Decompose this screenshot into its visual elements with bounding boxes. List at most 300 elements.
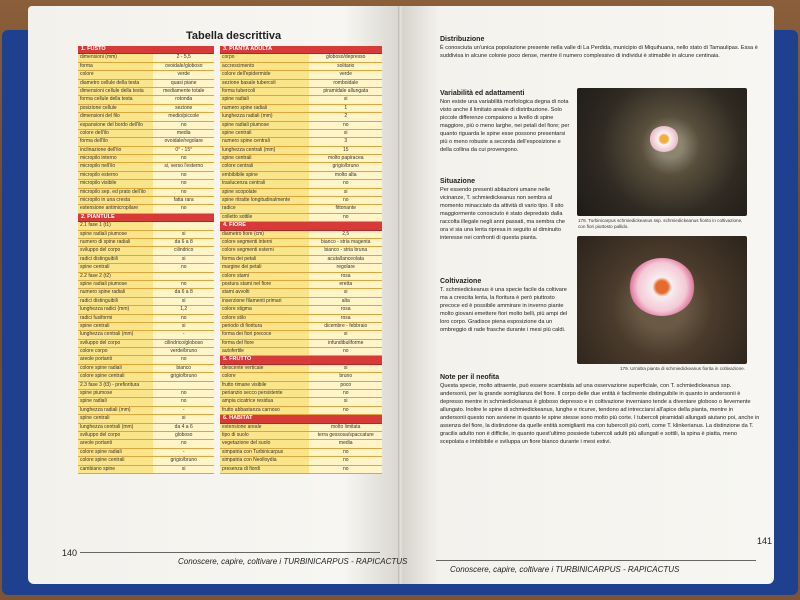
table-row [220,373,382,381]
table-key-cell: inserzione filamenti primari [220,298,309,305]
table-key-cell: lunghezza centrali (mm) [78,424,153,431]
table-value-cell: dicembre - febbraio [309,323,382,330]
table-value-cell: piramidale allungata [309,88,382,95]
table-row [220,113,382,121]
table-value-cell: molto limitata [309,424,382,431]
table-section-header [220,46,382,54]
table-title: Tabella descrittiva [186,30,282,42]
table-row [220,323,382,331]
table-key-cell: embibibile spine [220,172,309,179]
table-row [78,449,214,457]
table-row [220,105,382,113]
table-key-cell: 2.1 fase 1 (t1) [78,222,153,229]
table-row [220,172,382,180]
table-row [220,205,382,213]
table-key-cell: forma del fiore [220,340,309,347]
table-row [78,398,214,406]
table-value-cell: rosa [309,315,382,322]
table-row [220,348,382,356]
descriptive-table-column-a [78,46,214,474]
table-row [220,130,382,138]
table-value-cell: cilindrico/globoso [153,340,214,347]
table-key-cell: lunghezza centrali (mm) [78,331,153,338]
table-row [220,54,382,62]
table-value-cell: si [153,466,214,473]
table-row [78,172,214,180]
table-row [78,373,214,381]
table-row [78,231,214,239]
table-row [78,54,214,62]
table-key-cell: colore spine radiali [78,449,153,456]
table-row [220,382,382,390]
table-key-cell: spine scopolate [220,189,309,196]
table-value-cell: solitario [309,63,382,70]
table-row [78,390,214,398]
table-value-cell: no [309,449,382,456]
table-row [220,96,382,104]
table-row [78,298,214,306]
table-key-cell: colore [78,71,153,78]
table-value-cell: verde [153,71,214,78]
table-key-cell: colore stigma [220,306,309,313]
table-value-cell: alta [309,298,382,305]
right-footer-title: Conoscere, capire, coltivare i TURBINICARPUS - RAPICACTUS [450,565,680,574]
table-key-cell: colore segmenti interni [220,239,309,246]
table-row [220,466,382,474]
table-value-cell: grigio/bruno [153,457,214,464]
table-key-cell: periodo di fioritura [220,323,309,330]
table-row [78,323,214,331]
table-key-cell: numero spine centrali [220,138,309,145]
section-variabilita [440,90,570,154]
table-row [78,80,214,88]
table-key-cell: autofertile [220,348,309,355]
table-value-cell: si [153,323,214,330]
table-key-cell: vegetazione del suolo [220,440,309,447]
table-key-cell: stami avvolti [220,289,309,296]
table-row [220,231,382,239]
table-row [78,466,214,474]
table-key-cell: margine dei petali [220,264,309,271]
table-value-cell: no [153,398,214,405]
table-key-cell: colore spine centrali [78,457,153,464]
table-key-cell: micropilo sep. ed prato dell'ilo [78,189,153,196]
table-value-cell: quasi piane [153,80,214,87]
table-key-cell: postura stami nel fiore [220,281,309,288]
cactus-photo-179 [577,236,747,364]
section-distribuzione [440,36,770,60]
table-row [220,390,382,398]
table-section-header [220,356,382,364]
table-value-cell: no [153,180,214,187]
table-row [78,289,214,297]
table-key-cell: radici distinguibili [78,298,153,305]
table-key-cell: sviluppo del corpo [78,247,153,254]
table-value-cell: 1,2 [153,306,214,313]
table-row [220,432,382,440]
table-row [78,407,214,415]
section-heading: Distribuzione [440,36,485,43]
table-row [78,163,214,171]
descriptive-table-column-b [220,46,382,474]
table-key-cell: colore spine centrali [78,373,153,380]
table-row [78,331,214,339]
table-key-cell: areole portanti [78,356,153,363]
table-row [220,264,382,272]
table-value-cell: no [309,214,382,221]
table-row [220,147,382,155]
table-row [220,424,382,432]
table-key-cell: frutto abbastanza carnoso [220,407,309,414]
table-value-cell: no [153,264,214,271]
table-key-cell: spine radiali piumose [78,281,153,288]
table-row [78,415,214,423]
table-value-cell: bianco - stria bruna [309,247,382,254]
table-key-cell: micropilo visibile [78,180,153,187]
table-value-cell: - [153,407,214,414]
table-row [220,365,382,373]
table-key-cell: forma dei petali [220,256,309,263]
table-value-cell: no [153,390,214,397]
table-value-cell: 15 [309,147,382,154]
table-value-cell: regolare [309,264,382,271]
table-key-cell: colore centrali [220,163,309,170]
table-value-cell: si [309,398,382,405]
table-value-cell: ovoidale/globoso [153,63,214,70]
table-value-cell: terra gessosa/spaccature [309,432,382,439]
table-row [78,247,214,255]
table-value-cell: fatta rara [153,197,214,204]
table-key-cell: numero di spine radiali [78,239,153,246]
table-value-cell: no [309,390,382,397]
table-row [220,281,382,289]
table-row [220,449,382,457]
table-value-cell: no [309,180,382,187]
table-key-cell: micropilo esterno [78,172,153,179]
table-row [78,365,214,373]
table-value-cell: no [309,407,382,414]
table-row [220,315,382,323]
table-section-header [78,214,214,222]
table-value-cell: si [309,96,382,103]
table-key-cell: colore corpo [78,348,153,355]
table-section-label: 1. FUSTO [81,46,106,52]
table-value-cell: sezione [153,105,214,112]
table-value-cell: eretta [309,281,382,288]
table-value-cell: 0° - 15° [153,147,214,154]
table-value-cell: 2,5 [309,231,382,238]
table-value-cell: rosa [309,306,382,313]
table-row [220,289,382,297]
table-row [78,122,214,130]
table-value-cell: da 4 a 6 [153,424,214,431]
table-row [220,80,382,88]
table-key-cell: deiscente verticale [220,365,309,372]
table-value-cell: media [153,130,214,137]
table-row [78,88,214,96]
table-key-cell: areole portanti [78,440,153,447]
table-value-cell: ovoidale/regolare [153,138,214,145]
right-page-number: 141 [757,536,773,546]
left-page-number: 140 [62,548,78,558]
table-row [78,189,214,197]
table-row [78,356,214,364]
table-row [78,440,214,448]
table-value-cell: 1 [309,105,382,112]
table-key-cell: forma dei fiori precoce [220,331,309,338]
table-row [220,457,382,465]
section-heading: Note per il neofita [440,374,500,381]
table-key-cell: dimensioni (mm) [78,54,153,61]
table-row [78,147,214,155]
table-row [220,440,382,448]
table-value-cell: no [309,457,382,464]
table-value-cell: infundibuliforme [309,340,382,347]
table-value-cell: si [153,231,214,238]
table-row [220,306,382,314]
table-key-cell: 2.2 fase 2 (t2) [78,273,153,280]
table-value-cell: da 6 a 8 [153,289,214,296]
table-value-cell: si [153,298,214,305]
table-row [78,424,214,432]
table-value-cell: si [309,365,382,372]
table-key-cell: diametro cellule della testa [78,80,153,87]
table-row [220,189,382,197]
table-value-cell: fittonante [309,205,382,212]
table-value-cell: si, verso l'esterno [153,163,214,170]
table-value-cell: - [153,449,214,456]
table-key-cell: colore [220,373,309,380]
table-row [78,105,214,113]
table-key-cell: forma cellule della testa [78,96,153,103]
table-row [78,382,214,390]
table-key-cell: colore dell'epidermide [220,71,309,78]
table-value-cell: si [309,189,382,196]
table-key-cell: spine centrali [220,130,309,137]
table-key-cell: micropilo in una cresta [78,197,153,204]
table-value-cell [153,222,214,229]
table-key-cell: posizione cellule [78,105,153,112]
table-value-cell: - [153,331,214,338]
table-key-cell: lunghezza radici (mm) [78,306,153,313]
section-body: Per essendo presenti abitazioni umane nelle vicinanze, T. schmiedickeanus non sembra al momento minacciato da attività di vario tipo. Il sito maggiormente conosciuto è stato depredato dalla raccolta illegale negli anni passati, ma sembra che ora vi sia una lenta ripresa in seguito al diminuito interesse nei confronti di questa pianta. [440,187,565,241]
table-value-cell: cilindrico [153,247,214,254]
table-row [78,256,214,264]
table-value-cell: medio/piccole [153,113,214,120]
table-key-cell: traslucenza centrali [220,180,309,187]
table-row [220,239,382,247]
table-key-cell: forma dell'ilo [78,138,153,145]
table-value-cell: grigio/bruno [153,373,214,380]
table-section-label: 3. PIANTA ADULTA [223,46,273,52]
table-row [220,407,382,415]
table-row [220,63,382,71]
table-row [78,264,214,272]
table-value-cell: no [153,122,214,129]
table-row [220,340,382,348]
table-key-cell: sviluppo del corpo [78,432,153,439]
table-key-cell: spine centrali [78,415,153,422]
table-row [220,256,382,264]
table-key-cell: numero spine radiali [220,105,309,112]
table-key-cell: inclinazione dell'ilo [78,147,153,154]
table-value-cell: grigio/bruno [309,163,382,170]
table-row [78,340,214,348]
photo-caption-179: 179. Un'altra pianta di schmiedickeanus fiorita in coltivazione. [620,366,745,371]
table-value-cell: poco [309,382,382,389]
table-row [78,281,214,289]
table-row [78,273,214,281]
table-row [220,298,382,306]
table-row [220,138,382,146]
table-key-cell: spine radiali [220,96,309,103]
table-section-label: 6. HABITAT [223,415,253,422]
table-key-cell: tipo di suolo [220,432,309,439]
table-value-cell: no [153,155,214,162]
table-value-cell: si [153,256,214,263]
table-key-cell: lunghezza radiali (mm) [220,113,309,120]
table-key-cell: simpatria con Turbinicarpus [220,449,309,456]
section-situazione [440,178,570,242]
section-body: È conosciuta un'unica popolazione presente nella valle di La Perdida, municipio di Miquihuana, nello stato di Tamaulipas. Essa è suddivisa in alcune colonie poco dense, mentre il numero complessivo di individui è stimabile in alcune centinaia. [440,45,758,59]
table-value-cell: globoso [153,432,214,439]
table-value-cell: romboidale [309,80,382,87]
table-value-cell: rosa [309,273,382,280]
table-key-cell: estensione antimicropilare [78,205,153,212]
table-key-cell: cambiano spine [78,466,153,473]
table-key-cell: radici fusiformi [78,315,153,322]
table-row [220,247,382,255]
table-value-cell: 2 [309,113,382,120]
table-row [78,457,214,465]
section-coltivazione [440,278,570,334]
table-key-cell: spine radiali piumose [78,231,153,238]
table-key-cell: accrescimento [220,63,309,70]
table-key-cell: numero spine radiali [78,289,153,296]
table-value-cell: verde/bruno [153,348,214,355]
table-key-cell: espansione del bordo dell'ilo [78,122,153,129]
table-row [78,222,214,230]
table-row [220,214,382,222]
table-key-cell: sviluppo del corpo [78,340,153,347]
table-row [78,138,214,146]
table-row [220,180,382,188]
table-value-cell: si [309,130,382,137]
table-row [78,155,214,163]
table-value-cell: si [309,289,382,296]
table-value-cell: bianco - stria magenta [309,239,382,246]
table-section-header [78,46,214,54]
table-row [220,398,382,406]
table-key-cell: colore stami [220,273,309,280]
section-heading: Situazione [440,178,476,185]
table-value-cell: acuta/lanceolata [309,256,382,263]
table-section-label: 5. FRUTTO [223,356,252,363]
table-key-cell: diametro fiore (cm) [220,231,309,238]
table-row [220,71,382,79]
table-row [220,88,382,96]
table-value-cell: mediamente totale [153,88,214,95]
table-row [78,96,214,104]
table-key-cell: colore segmenti esterni [220,247,309,254]
table-value-cell: si [309,331,382,338]
table-section-label: 4. FIORE [223,222,246,229]
table-key-cell: spine centrali [78,264,153,271]
section-heading: Variabilità ed adattamenti [440,90,525,97]
table-key-cell: colore dell'ilo [78,130,153,137]
table-row [78,348,214,356]
table-row [78,306,214,314]
table-value-cell: no [153,281,214,288]
table-key-cell: dimensioni del filo [78,113,153,120]
table-key-cell: micropilo interno [78,155,153,162]
section-body: Non esiste una variabilità morfologica degna di nota visto anche il limitato areale di distribuzione. Solo piccole differenze compaiono a livello di spine maggiore, più o meno larghe, nei petali del fiore; per quanto riguarda le spine esse possono presentarsi più o meno robuste a seconda dell'esposizione e della collina da cui provengono. [440,99,570,153]
table-value-cell: rotonda [153,96,214,103]
table-row [78,315,214,323]
table-key-cell: spine centrali [220,155,309,162]
table-key-cell: lunghezza centrali (mm) [220,147,309,154]
table-key-cell: 2.3 fase 3 (t3) - prefioritura [78,382,153,389]
left-footer-title: Conoscere, capire, coltivare i TURBINICARPUS - RAPICACTUS [178,557,408,566]
table-value-cell [153,382,214,389]
table-key-cell: colore stilo [220,315,309,322]
table-value-cell: no [309,466,382,473]
table-key-cell: dimensioni cellule della testa [78,88,153,95]
table-value-cell: no [153,315,214,322]
table-row [220,273,382,281]
table-value-cell: si [153,415,214,422]
table-key-cell: ampia cicatrice residua [220,398,309,405]
table-key-cell: colletto sottile [220,214,309,221]
table-value-cell: 3 [309,138,382,145]
table-row [78,63,214,71]
table-value-cell: bruno [309,373,382,380]
table-key-cell: spine piumose [78,390,153,397]
table-value-cell: no [153,189,214,196]
table-key-cell: perianzio secco persistente [220,390,309,397]
table-value-cell: molto papiracea [309,155,382,162]
table-row [220,155,382,163]
table-key-cell: lunghezza radiali (mm) [78,407,153,414]
table-value-cell: globoso/depresso [309,54,382,61]
table-value-cell [153,273,214,280]
table-row [78,71,214,79]
table-value-cell: no [153,440,214,447]
left-footer-rule [80,552,380,553]
table-value-cell: bianco [153,365,214,372]
table-row [78,205,214,213]
cactus-photo-178 [577,88,747,216]
table-key-cell: micropilo nell'ilo [78,163,153,170]
section-note-neofita [440,374,760,446]
table-key-cell: forma tubercoli [220,88,309,95]
table-key-cell: radice [220,205,309,212]
table-value-cell: no [153,205,214,212]
table-section-label: 2. PIANTULE [81,213,115,220]
section-body: Questa specie, molto attraente, può essere scambiata ad una osservazione superficiale, con T. schmiedickeanus ssp. andersonii, per la grande somiglianza del fiore. Il corpo delle due entità è facilmente distinguibile in quanto in andersonii è depresso mentre in schmiedickeanus è globoso depresso e in coltivazione inverniano tende a diventare globoso o lievemente allungato. Inoltre le spine di schmiedickeanus, lunghe e ricurve, tendono ad intrecciarsi all'apice della pianta, mentre in andersonii questo non avviene in quanto le spine stesse sono molto più corte. I tubercoli piramidali allungati aiutano poi, anche in assenza del fiore, la distinzione da quelle entità somiglianti ma con tubercoli più corti, come T. klinkerianus. La distinzione da T. gracilis adulto non è difficile, in quanto quest'ultimo possiede tubercoli adulti più allungati e sottili, la spina è piatta, meno scepolata e imbibibile e sviluppa un fiore bianco durante i mesi estivi. [440,383,760,445]
table-key-cell: spine centrali [78,323,153,330]
table-value-cell: no [153,172,214,179]
table-row [78,180,214,188]
table-row [78,239,214,247]
table-value-cell: 2 - 5,5 [153,54,214,61]
table-key-cell: frutto rimane visibile [220,382,309,389]
table-row [220,163,382,171]
table-key-cell: spine radiali [78,398,153,405]
table-value-cell: verde [309,71,382,78]
table-key-cell: colore spine radiali [78,365,153,372]
table-key-cell: forma [78,63,153,70]
